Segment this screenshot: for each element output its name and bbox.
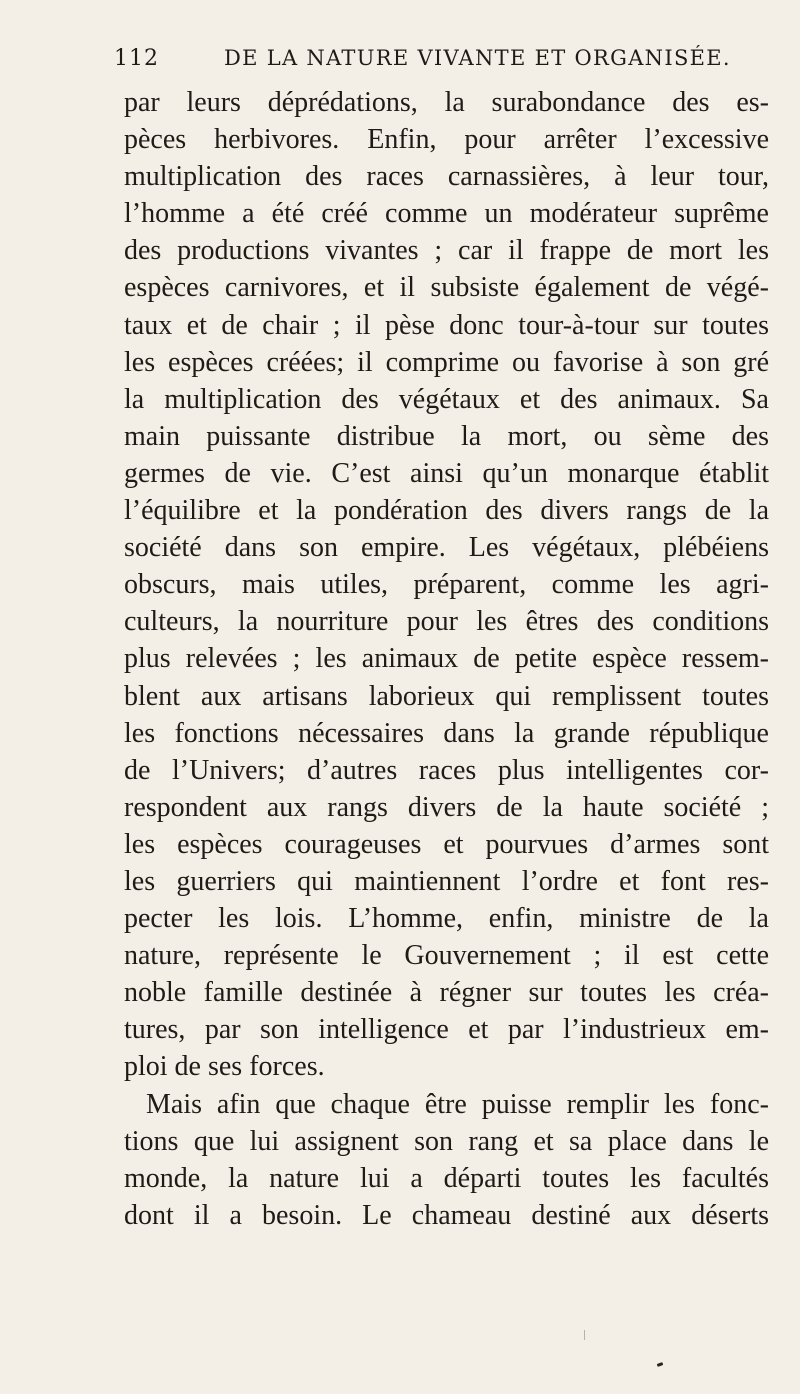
- text-line-14: obscurs, mais utiles, préparent, comme les agri-: [124, 569, 769, 601]
- running-head: [114, 42, 731, 74]
- text-line-6: espèces carnivores, et il subsiste également de végé-: [124, 272, 769, 304]
- text-line-3: multiplication des races carnassières, à leur tour,: [124, 161, 769, 193]
- text-line-2: pèces herbivores. Enfin, pour arrêter l’excessive: [124, 124, 769, 156]
- text-line-8: les espèces créées; il comprime ou favorise à son gré: [124, 346, 769, 378]
- text-line-13: société dans son empire. Les végétaux, plébéiens: [124, 532, 769, 564]
- text-line-4: l’homme a été créé comme un modérateur suprême: [124, 198, 769, 230]
- text-line-17: blent aux artisans laborieux qui remplissent toutes: [124, 680, 769, 712]
- text-line-12: l’équilibre et la pondération des divers rangs de la: [124, 495, 769, 527]
- text-line-18: les fonctions nécessaires dans la grande république: [124, 717, 769, 749]
- running-title: DE LA NATURE VIVANTE ET ORGANISÉE.: [224, 46, 731, 70]
- text-line-9: la multiplication des végétaux et des animaux. Sa: [124, 383, 769, 415]
- page-number: 112: [114, 46, 159, 71]
- text-line-11: germes de vie. C’est ainsi qu’un monarque établit: [124, 457, 769, 489]
- text-line-30: monde, la nature lui a départi toutes les facultés: [124, 1162, 769, 1194]
- text-line-25: noble famille destinée à régner sur toutes les créa-: [124, 977, 769, 1009]
- text-line-24: nature, représente le Gouvernement ; il est cette: [124, 940, 769, 972]
- text-line-7: taux et de chair ; il pèse donc tour-à-tour sur toutes: [124, 309, 769, 341]
- text-line-20: respondent aux rangs divers de la haute société ;: [124, 791, 769, 823]
- text-line-22: les guerriers qui maintiennent l’ordre et font res-: [124, 865, 769, 897]
- text-line-19: de l’Univers; d’autres races plus intelligentes cor-: [124, 754, 769, 786]
- text-line-15: culteurs, la nourriture pour les êtres des conditions: [124, 606, 769, 638]
- text-line-26: tures, par son intelligence et par l’industrieux em-: [124, 1014, 769, 1046]
- text-line-23: pecter les lois. L’homme, enfin, ministre de la: [124, 903, 769, 935]
- paper-speck: [584, 1330, 585, 1340]
- text-line-31: dont il a besoin. Le chameau destiné aux déserts: [124, 1199, 769, 1231]
- text-line-5: des productions vivantes ; car il frappe de mort les: [124, 235, 769, 267]
- text-line-29: tions que lui assignent son rang et sa place dans le: [124, 1125, 769, 1157]
- ink-mark: [657, 1362, 664, 1367]
- text-line-1: par leurs déprédations, la surabondance des es-: [124, 87, 769, 118]
- text-line-16: plus relevées ; les animaux de petite espèce ressem-: [124, 643, 769, 675]
- text-line-10: main puissante distribue la mort, ou sème des: [124, 420, 769, 452]
- body-text: [124, 84, 769, 1234]
- text-line-21: les espèces courageuses et pourvues d’armes sont: [124, 828, 769, 860]
- text-line-28: Mais afin que chaque être puisse remplir les fonc-: [146, 1088, 769, 1120]
- text-line-27: ploi de ses forces.: [124, 1051, 325, 1083]
